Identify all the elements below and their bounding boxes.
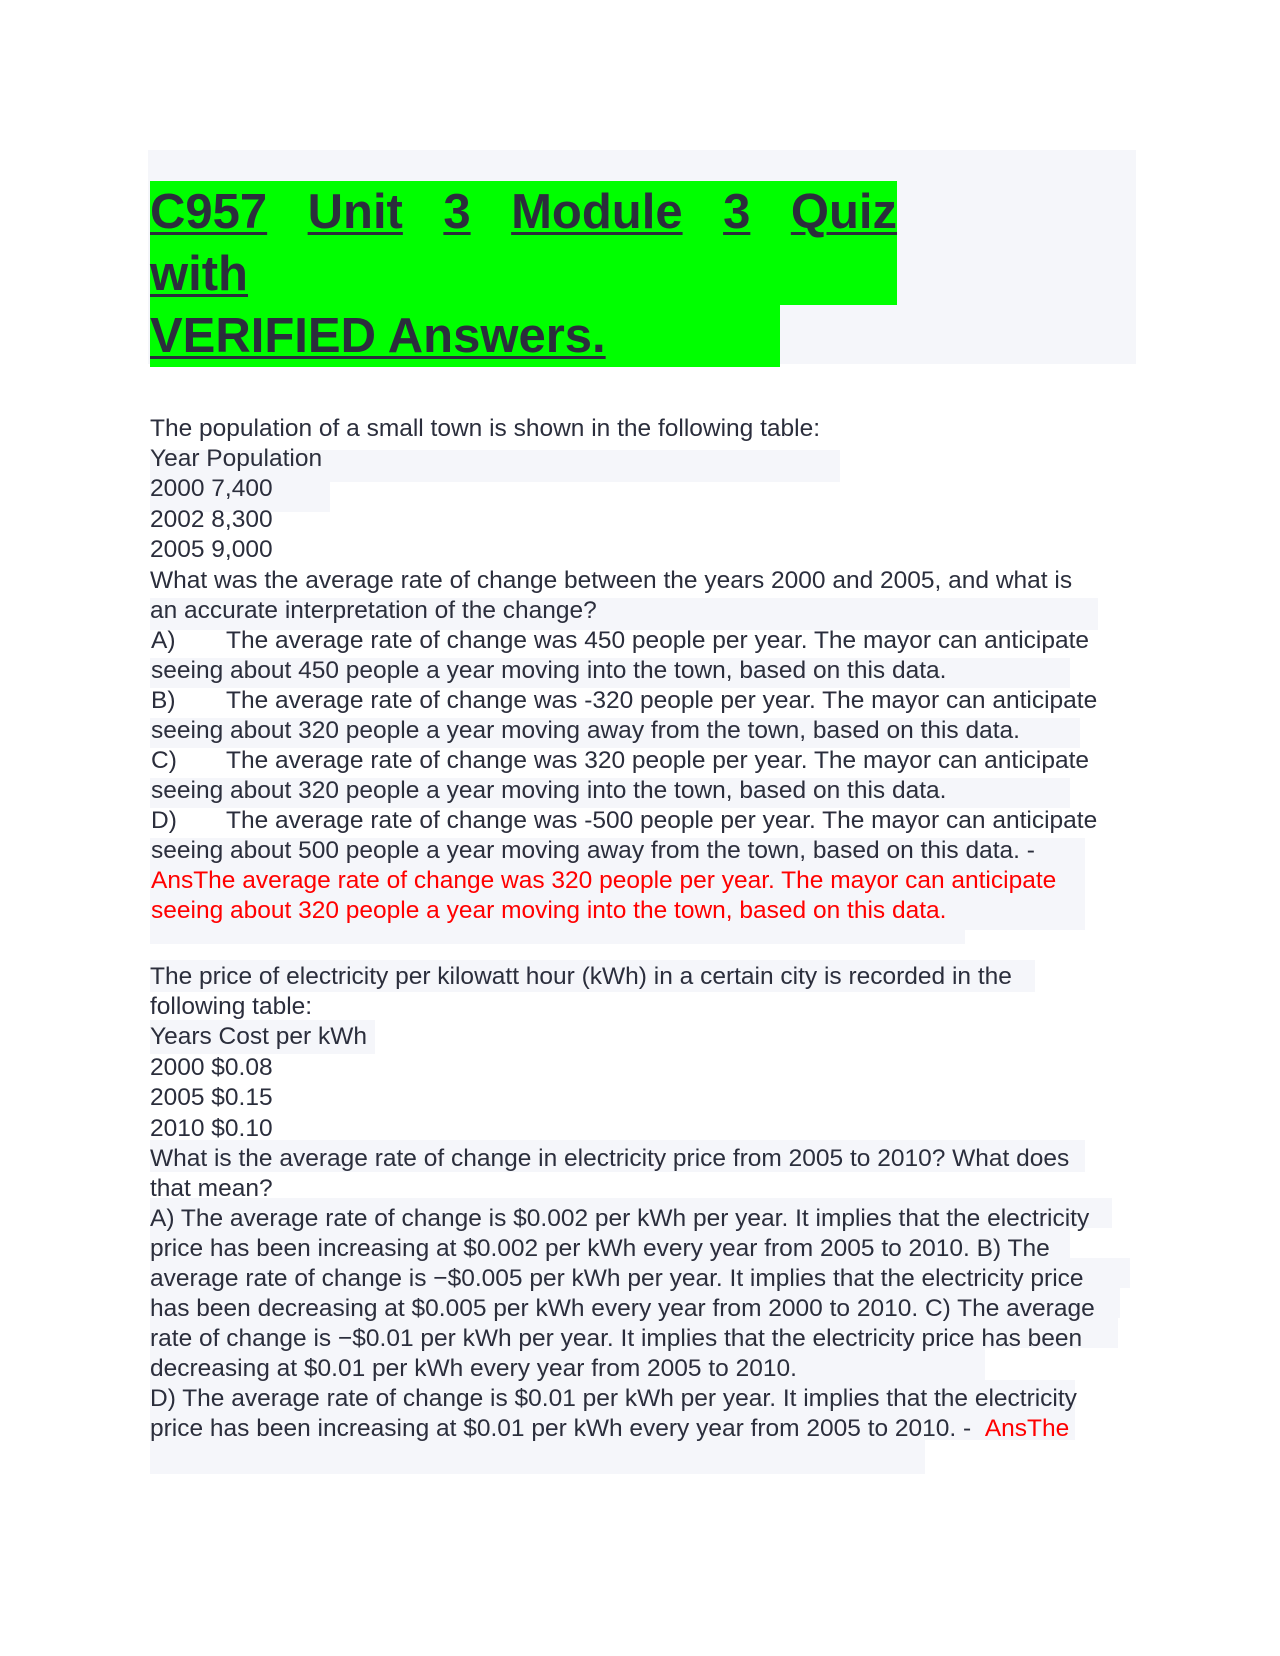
q1-question: What was the average rate of change between the years 2000 and 2005, and what is — [150, 567, 1073, 594]
text-highlight — [150, 1440, 925, 1474]
q2-table-row: 2005 $0.15 — [150, 1084, 273, 1111]
q2-options-line: price has been increasing at $0.002 per kWh every year from 2005 to 2010. B) The — [150, 1235, 1050, 1262]
option-letter: D) — [151, 807, 177, 834]
q2-table-row: 2010 $0.10 — [150, 1115, 273, 1142]
title-word: Unit — [307, 185, 403, 239]
q2-option-d-cont: price has been increasing at $0.01 per kWh every year from 2005 to 2010. - — [150, 1415, 972, 1442]
q2-options-line: A) The average rate of change is $0.002 per kWh per year. It implies that the electricity — [150, 1205, 1090, 1232]
title-word: 3 — [443, 185, 471, 239]
option-text: The average rate of change was 320 people per year. The mayor can anticipate — [226, 747, 1090, 774]
option-text: The average rate of change was -320 people per year. The mayor can anticipate — [226, 687, 1098, 714]
option-letter: C) — [151, 747, 177, 774]
q1-option-c-cont: seeing about 320 people a year moving into the town, based on this data. — [151, 777, 947, 804]
option-letter: B) — [151, 687, 176, 714]
q2-options-line: rate of change is −$0.01 per kWh per year. It implies that the electricity price has been — [150, 1325, 1083, 1352]
q1-option-d — [151, 806, 1097, 837]
option-text: The average rate of change was 450 people per year. The mayor can anticipate — [226, 627, 1090, 654]
title-word: C957 — [150, 185, 268, 239]
option-letter: A) — [151, 627, 176, 654]
title-line-3: VERIFIED Answers. — [150, 305, 780, 367]
q1-option-c — [151, 746, 1089, 777]
title-word: Quiz — [790, 185, 897, 239]
q1-option-d-cont: seeing about 500 people a year moving away from the town, based on this data. - — [151, 837, 1035, 864]
title-word: Module — [511, 185, 683, 239]
title-line-2: with — [150, 243, 897, 305]
q2-options-last-line — [150, 1414, 1069, 1445]
title-word: 3 — [723, 185, 751, 239]
q1-option-a-cont: seeing about 450 people a year moving into the town, based on this data. — [151, 657, 947, 684]
q2-table-row: 2000 $0.08 — [150, 1054, 273, 1081]
q1-table-row: 2005 9,000 — [150, 536, 273, 563]
q2-intro: The price of electricity per kilowatt hour (kWh) in a certain city is recorded in the — [150, 963, 1012, 990]
q1-answer: AnsThe average rate of change was 320 people per year. The mayor can anticipate — [151, 867, 1057, 894]
q2-options-line: decreasing at $0.01 per kWh every year from 2005 to 2010. — [150, 1355, 797, 1382]
q1-table-row: 2002 8,300 — [150, 506, 273, 533]
q2-options-line: average rate of change is −$0.005 per kWh per year. It implies that the electricity price — [150, 1265, 1084, 1292]
q1-option-b — [151, 686, 1097, 717]
q2-answer: AnsThe — [984, 1415, 1070, 1442]
title-line-1 — [150, 181, 897, 243]
q2-table-header: Years Cost per kWh — [150, 1023, 367, 1050]
q1-table-header: Year Population — [150, 445, 323, 472]
q2-intro: following table: — [150, 993, 313, 1020]
q1-option-b-cont: seeing about 320 people a year moving away from the town, based on this data. — [151, 717, 1020, 744]
q1-table-row: 2000 7,400 — [150, 475, 273, 502]
q1-option-a — [151, 626, 1089, 657]
q2-question: that mean? — [150, 1175, 273, 1202]
q1-answer-cont: seeing about 320 people a year moving into the town, based on this data. — [151, 897, 947, 924]
q1-intro: The population of a small town is shown in the following table: — [150, 415, 821, 442]
option-text: The average rate of change was -500 people per year. The mayor can anticipate — [226, 807, 1098, 834]
q1-question: an accurate interpretation of the change? — [150, 597, 597, 624]
q2-options-line: D) The average rate of change is $0.01 per kWh per year. It implies that the electricity — [150, 1385, 1077, 1412]
q2-options-line: has been decreasing at $0.005 per kWh every year from 2000 to 2010. C) The average — [150, 1295, 1095, 1322]
q2-question: What is the average rate of change in electricity price from 2005 to 2010? What does — [150, 1145, 1070, 1172]
